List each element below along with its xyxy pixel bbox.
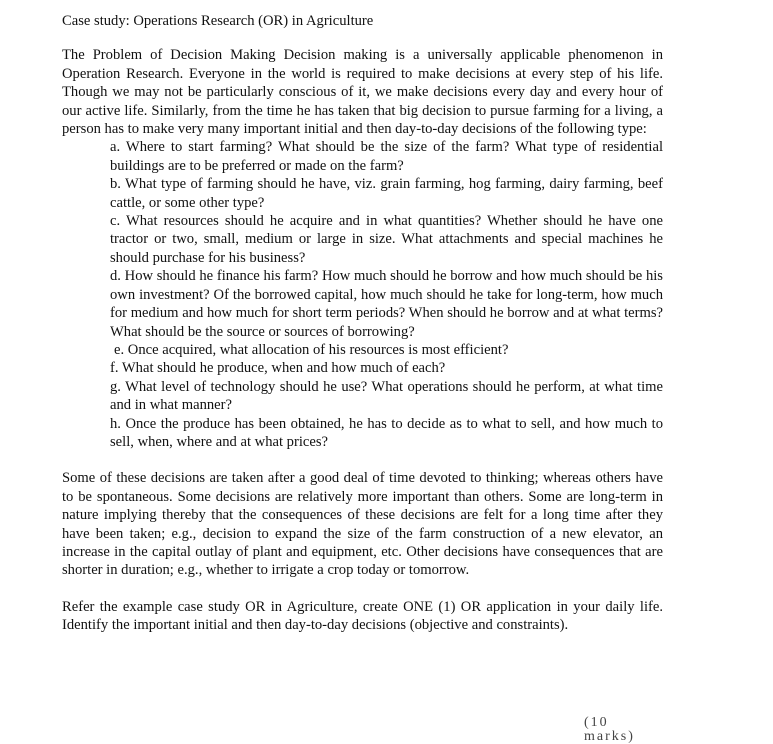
question-paragraph: Refer the example case study OR in Agriculture, create ONE (1) OR application in your daily life. Identify the important initial and then day-to-day decisions (objective and constraints). xyxy=(62,598,663,634)
list-item: d. How should he finance his farm? How much should he borrow and how much should be his own investment? Of the borrowed capital, how much should he take for long-term, how much for medium and how much for short term periods? When should he borrow and at what terms? What should be the source or sources of borrowing? xyxy=(110,268,663,340)
list-item: c. What resources should he acquire and in what quantities? Whether should he have one tractor or two, small, medium or large in size. What attachments and special machines he should purchase for his business? xyxy=(110,213,663,266)
document-title: Case study: Operations Research (OR) in Agriculture xyxy=(62,13,374,29)
decisions-paragraph: Some of these decisions are taken after a good deal of time devoted to thinking; whereas others have to be spontaneous. Some decisions are relatively more important than others. Some are long-term in nature implying thereby that the consequences of these decisions are felt for a long time after they have been taken; e.g., decision to expand the size of the farm construction of a new elevator, an increase in the capital outlay of plant and equipment, etc. Other decisions have consequences that are shorter in duration; e.g., whether to irrigate a crop today or tomorrow. xyxy=(62,470,663,579)
cut-off-marks-text: (10 marks) xyxy=(584,715,635,744)
list-item: h. Once the produce has been obtained, he has to decide as to what to sell, and how much to sell, when, where and at what prices? xyxy=(110,415,663,450)
decision-list xyxy=(62,138,663,451)
list-item: a. Where to start farming? What should be the size of the farm? What type of residential buildings are to be preferred or made on the farm? xyxy=(110,139,663,174)
spacer xyxy=(62,580,663,598)
list-item: f. What should he produce, when and how much of each? xyxy=(110,360,446,377)
document-page xyxy=(62,12,663,635)
spacer xyxy=(62,451,663,469)
list-item: e. Once acquired, what allocation of his resources is most efficient? xyxy=(114,341,509,358)
list-item: b. What type of farming should he have, viz. grain farming, hog farming, dairy farming, beef cattle, or some other type? xyxy=(110,176,663,211)
intro-paragraph: The Problem of Decision Making Decision making is a universally applicable phenomenon in Operation Research. Everyone in the world is required to make decisions at every step of his life. Though we may not be particularly conscious of it, we make decisions every day and every hour of our active life. Similarly, from the time he has taken that big decision to pursue farming for a living, a person has to make very many important initial and then day-to-day decisions of the following type: xyxy=(62,47,663,138)
list-item: g. What level of technology should he use? What operations should he perform, at what time and in what manner? xyxy=(110,378,663,414)
